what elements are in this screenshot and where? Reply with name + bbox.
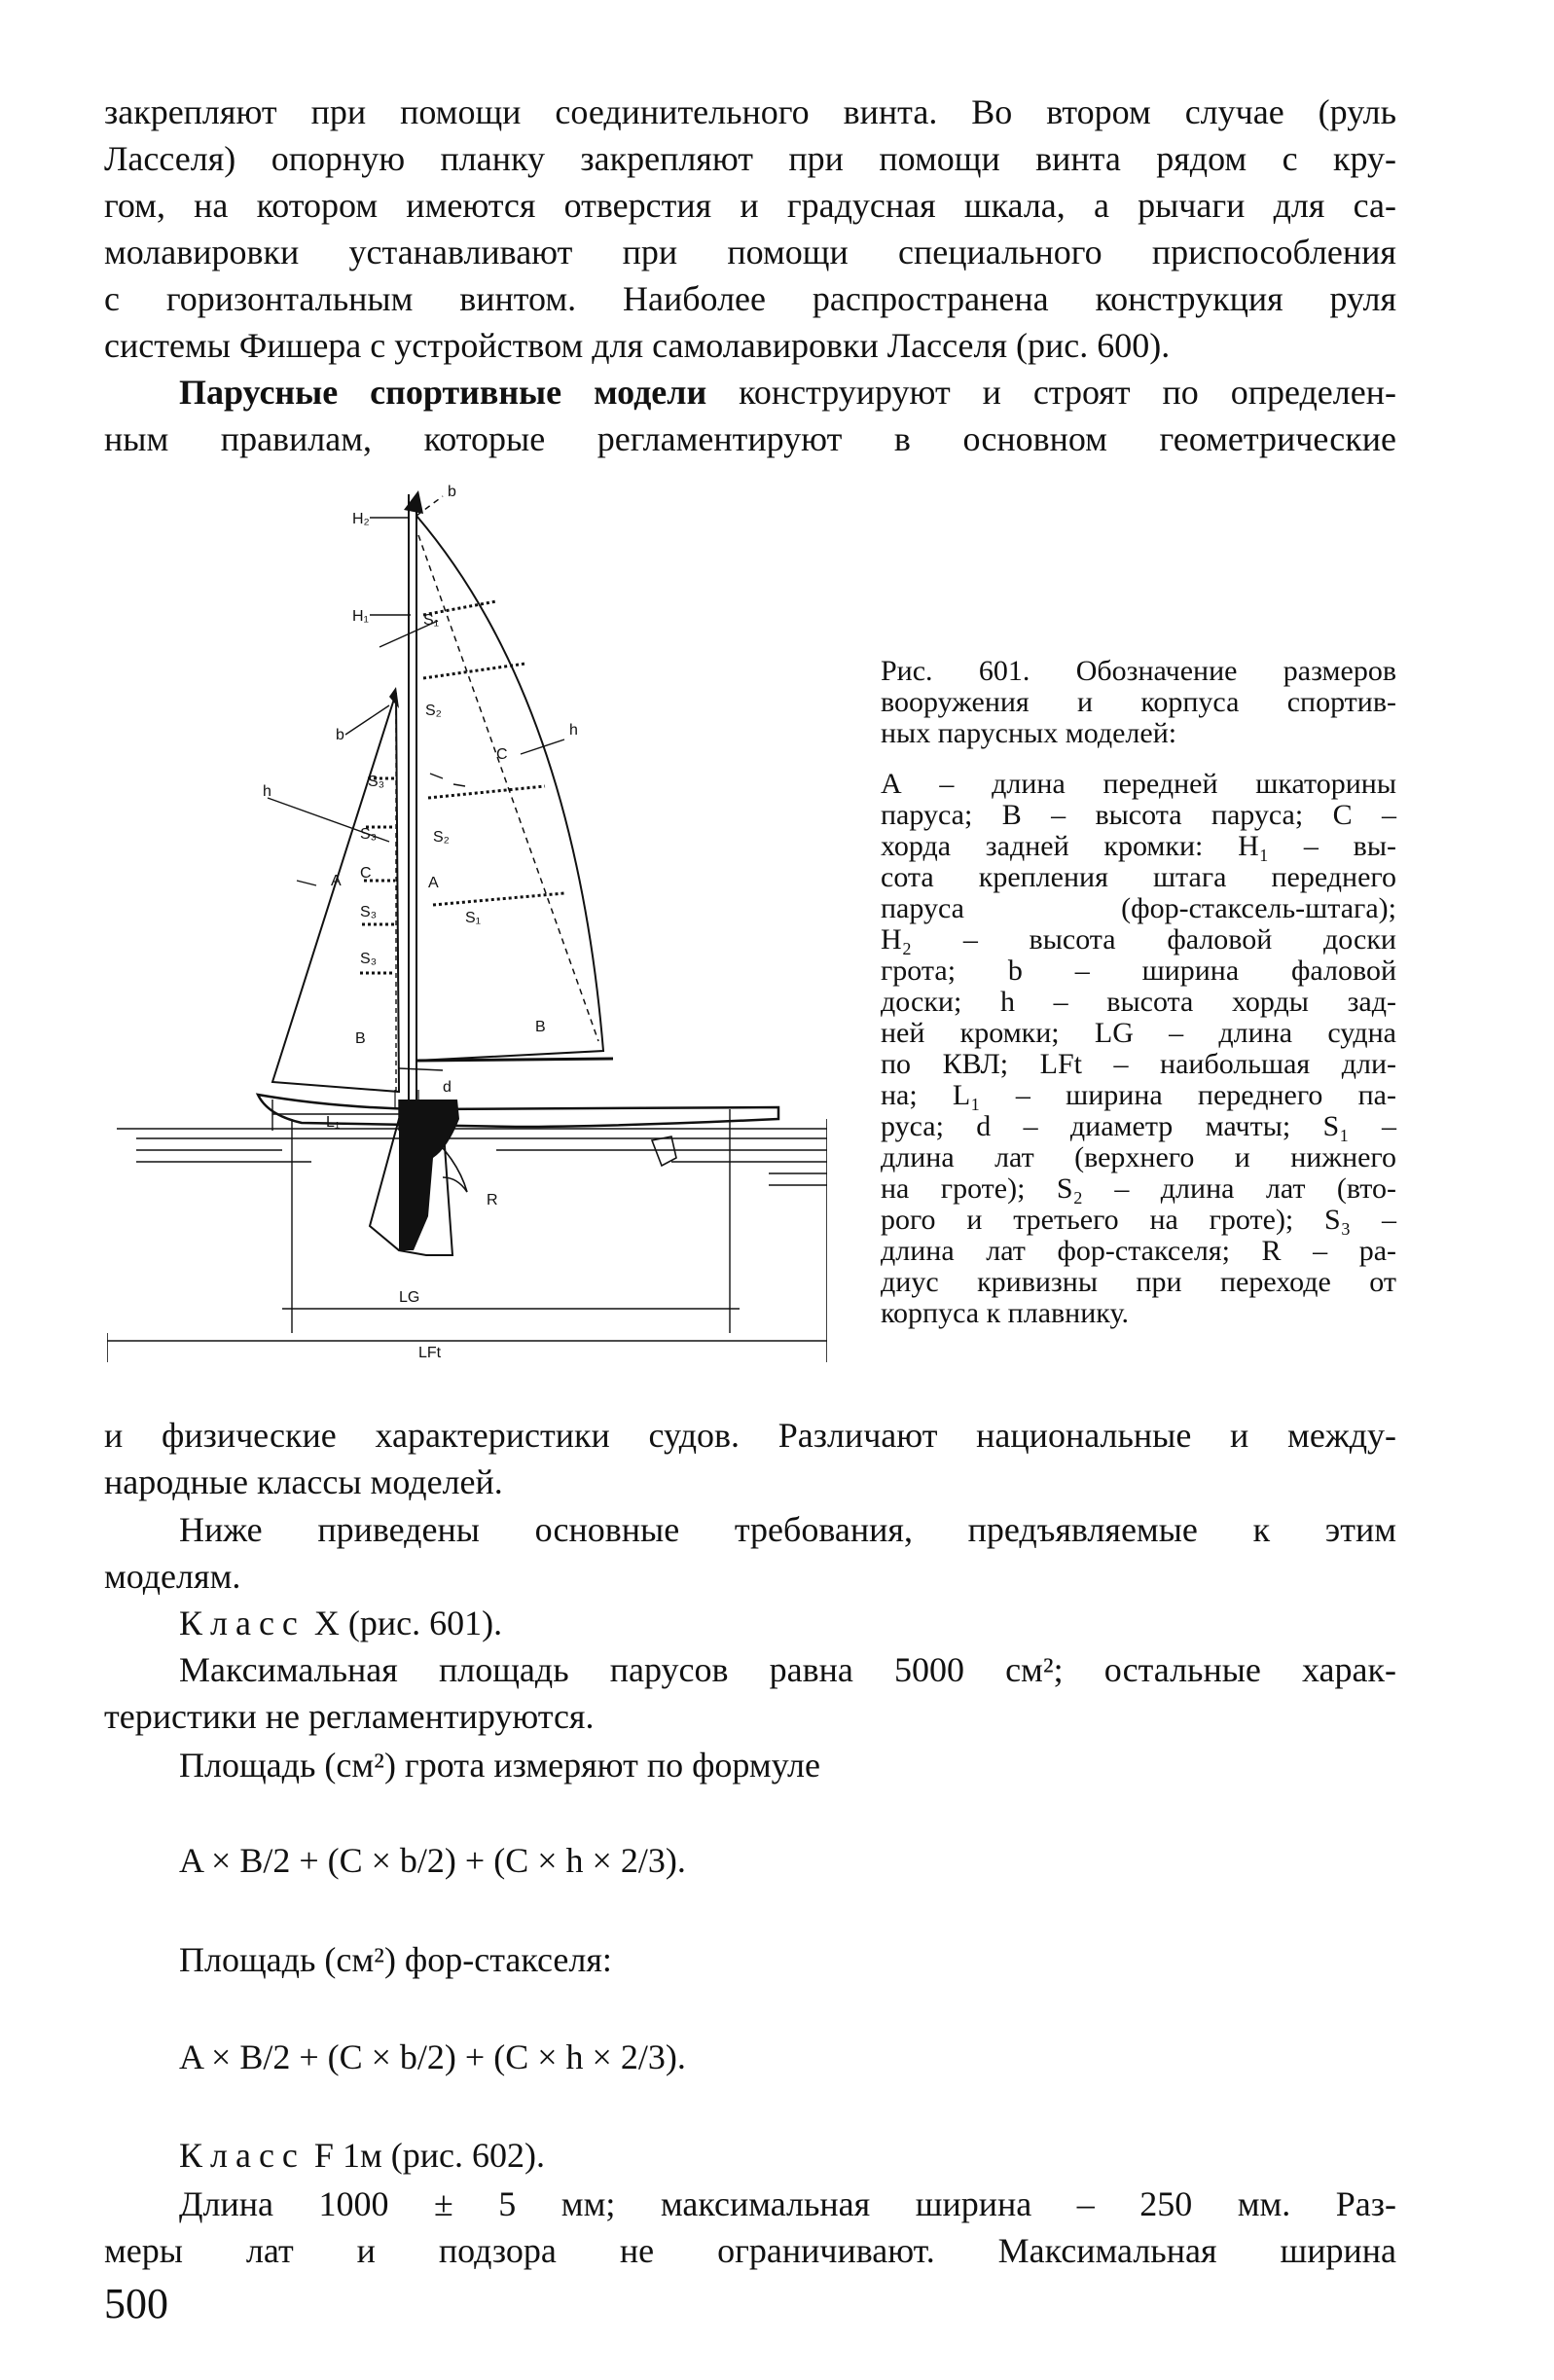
label-s3-4: S₃: [360, 951, 378, 967]
spaced-word: Класс: [179, 1604, 306, 1642]
formula-jib: A × B/2 + (C × b/2) + (C × h × 2/3).: [179, 2037, 686, 2076]
text-line: Длина 1000 ± 5 мм; максимальная ширина – 250 мм. Раз-: [179, 2184, 1396, 2223]
label-s2-lower: S₂: [433, 829, 450, 846]
text-line: Ниже приведены основные требования, предъявляемые к этим: [179, 1510, 1396, 1549]
caption-line: ней кромки; LG – длина судна: [881, 1017, 1396, 1049]
label-s1-upper: S₁: [423, 612, 440, 629]
caption-line: корпуса к плавнику.: [881, 1297, 1129, 1329]
caption-line: паруса; В – высота паруса; С –: [881, 799, 1396, 831]
caption-line: H₂ – высота фаловой доски: [881, 923, 1396, 956]
caption-line: руса; d – диаметр мачты; S₁ –: [881, 1110, 1396, 1142]
caption-line: доски; h – высота хорды зад-: [881, 986, 1396, 1018]
text-line: системы Фишера с устройством для самолавировки Ласселя (рис. 600).: [104, 326, 1171, 365]
caption-line: сота крепления штага переднего: [881, 861, 1396, 893]
figure-caption-title: [881, 656, 1396, 749]
figure-caption-body: [881, 769, 1396, 1329]
formula-grot: A × B/2 + (C × b/2) + (C × h × 2/3).: [179, 1841, 686, 1880]
label-s2-upper: S₂: [425, 703, 442, 719]
label-h-main: h: [569, 722, 578, 739]
label-r: R: [487, 1192, 498, 1208]
label-b-jib-height: B: [355, 1030, 366, 1047]
text-line: Площадь (см²) фор-стакселя:: [179, 1940, 612, 1979]
text-line: [179, 1599, 502, 1647]
caption-line: на; L₁ – ширина переднего па-: [881, 1079, 1396, 1111]
label-lft: LFt: [418, 1345, 442, 1361]
text-line: моделям.: [104, 1557, 241, 1596]
text-line: Максимальная площадь парусов равна 5000 см²; остальные харак-: [179, 1650, 1396, 1689]
text-line: и физические характеристики судов. Различают национальные и между-: [104, 1416, 1396, 1455]
text-line: теристики не регламентируются.: [104, 1697, 595, 1736]
text-line: ным правилам, которые регламентируют в основном геометрические: [104, 419, 1396, 458]
caption-line: рого и третьего на гроте); S₃ –: [881, 1204, 1396, 1236]
label-a-mast: A: [428, 875, 439, 891]
label-h1: H₁: [352, 608, 369, 625]
label-c-main: C: [496, 746, 508, 763]
caption-line: хорда задней кромки: H₁ – вы-: [881, 830, 1396, 862]
label-c-jib: C: [360, 865, 372, 882]
caption-line: паруса (фор-стаксель-штага);: [881, 892, 1396, 924]
label-a-left: A: [331, 873, 342, 889]
label-d: d: [443, 1079, 452, 1096]
caption-line: по КВЛ; LFt – наибольшая дли-: [881, 1048, 1396, 1080]
label-s3-3: S₃: [360, 904, 378, 920]
text-line: Площадь (см²) грота измеряют по формуле: [179, 1746, 821, 1785]
label-lg: LG: [399, 1289, 420, 1306]
text-line: Ласселя) опорную планку закрепляют при помощи винта рядом с кру-: [104, 139, 1396, 178]
bold-lead: Парусные спортивные модели: [179, 373, 707, 412]
caption-line: на гроте); S₂ – длина лат (вто-: [881, 1172, 1396, 1205]
page-number: 500: [104, 2280, 168, 2327]
lead-rest: конструируют и строят по определен-: [706, 373, 1396, 412]
class-ref: X (рис. 601).: [305, 1604, 503, 1642]
spaced-word: Класс: [179, 2136, 306, 2175]
text-line: молавировки устанавливают при помощи специального приспособления: [104, 233, 1396, 271]
caption-line: ных парусных моделей:: [881, 717, 1177, 749]
text-line: закрепляют при помощи соединительного винта. Во втором случае (руль: [104, 92, 1396, 131]
text-line: с горизонтальным винтом. Наиболее распространена конструкция руля: [104, 279, 1396, 318]
label-b-top: b: [448, 484, 456, 500]
caption-line: А – длина передней шкаторины: [881, 768, 1396, 800]
label-s3-1: S₃: [368, 774, 385, 790]
caption-line: Рис. 601. Обозначение размеров: [881, 655, 1396, 687]
caption-line: диус кривизны при переходе от: [881, 1266, 1396, 1298]
caption-line: длина лат фор-стакселя; R – ра-: [881, 1235, 1396, 1267]
text-line: [179, 2131, 545, 2180]
label-l1: L₁: [326, 1114, 341, 1131]
caption-line: грота; b – ширина фаловой: [881, 955, 1396, 987]
text-line: народные классы моделей.: [104, 1462, 503, 1501]
label-h2: H₂: [352, 511, 370, 527]
label-b-main-height: B: [535, 1019, 546, 1035]
label-s3-2: S₃: [360, 826, 378, 843]
label-h-jib: h: [263, 783, 271, 800]
text-line: меры лат и подзора не ограничивают. Максимальная ширина: [104, 2231, 1396, 2270]
caption-line: вооружения и корпуса спортив-: [881, 686, 1396, 718]
label-b-jib: b: [336, 727, 344, 743]
label-s1-lower: S₁: [465, 910, 482, 926]
class-ref: F 1м (рис. 602).: [305, 2136, 545, 2175]
text-line: [179, 368, 1396, 416]
sailboat-figure: [107, 477, 827, 1362]
text-line: гом, на котором имеются отверстия и градусная шкала, а рычаги для са-: [104, 186, 1396, 225]
caption-line: длина лат (верхнего и нижнего: [881, 1141, 1396, 1173]
